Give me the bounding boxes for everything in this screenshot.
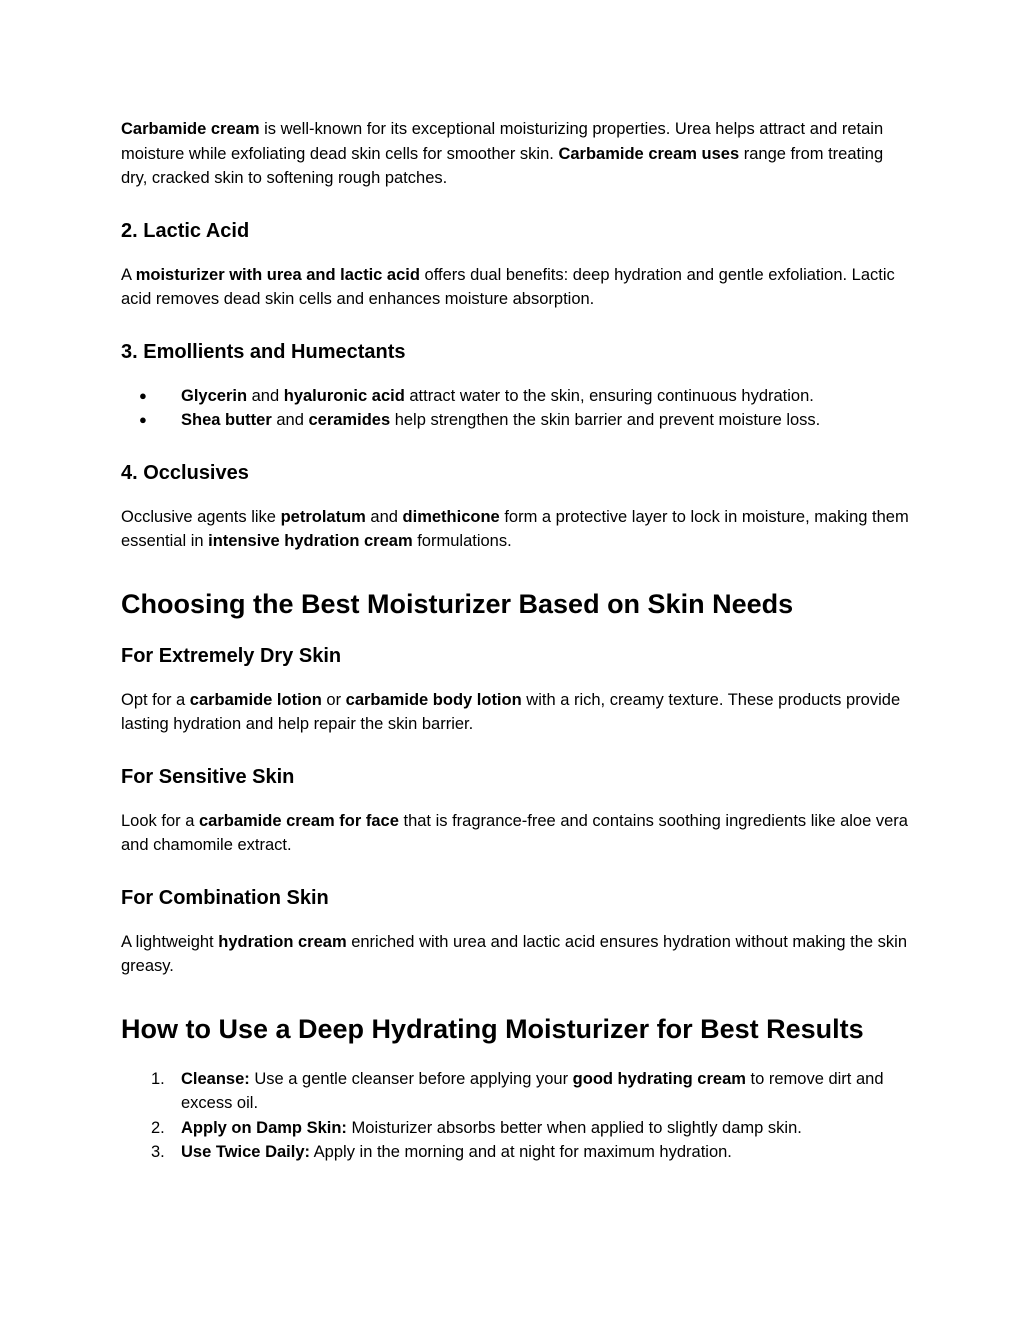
dry-skin-heading: For Extremely Dry Skin (121, 644, 342, 667)
list-item: 1. Cleanse: Use a gentle cleanser before applying your good hydrating cream to remove dirt and excess oil. (151, 1069, 884, 1112)
emollients-list (121, 384, 911, 433)
sensitive-skin-heading: For Sensitive Skin (121, 765, 295, 788)
lactic-acid-heading: 2. Lactic Acid (121, 219, 250, 242)
howto-list (121, 1067, 911, 1165)
choosing-heading: Choosing the Best Moisturizer Based on Skin Needs (121, 588, 794, 619)
occlusives-heading: 4. Occlusives (121, 461, 249, 484)
list-item: 2. Apply on Damp Skin: Moisturizer absorbs better when applied to slightly damp skin. (151, 1118, 802, 1137)
emollients-heading: 3. Emollients and Humectants (121, 340, 406, 363)
occlusives-paragraph: Occlusive agents like petrolatum and dimethicone form a protective layer to lock in moisture, making them essential in intensive hydration cream formulations. (121, 507, 909, 550)
combination-skin-heading: For Combination Skin (121, 886, 329, 909)
bullet-icon: ● (139, 387, 147, 403)
document-page (121, 117, 911, 1165)
carbamide-intro-paragraph: Carbamide cream is well-known for its exceptional moisturizing properties. Urea helps attract and retain moisture while exfoliating dead skin cells for smoother skin. Carbamide cream uses range from treating dry, cracked skin to softening rough patches. (121, 120, 884, 187)
bullet-icon: ● (139, 412, 147, 427)
lactic-acid-paragraph: A moisturizer with urea and lactic acid offers dual benefits: deep hydration and gentle exfoliation. Lactic acid removes dead skin cells and enhances moisture absorption. (121, 265, 895, 308)
howto-heading: How to Use a Deep Hydrating Moisturizer for Best Results (121, 1013, 864, 1044)
list-item: ● Glycerin and hyaluronic acid attract water to the skin, ensuring continuous hydration. (121, 384, 911, 409)
list-item: 3. Use Twice Daily: Apply in the morning and at night for maximum hydration. (151, 1143, 732, 1161)
dry-skin-paragraph: Opt for a carbamide lotion or carbamide body lotion with a rich, creamy texture. These products provide lasting hydration and help repair the skin barrier. (121, 690, 901, 733)
sensitive-skin-paragraph: Look for a carbamide cream for face that is fragrance-free and contains soothing ingredients like aloe vera and chamomile extract. (121, 811, 908, 854)
combination-skin-paragraph: A lightweight hydration cream enriched with urea and lactic acid ensures hydration without making the skin greasy. (121, 932, 907, 975)
list-item: ● Shea butter and ceramides help strengthen the skin barrier and prevent moisture loss. (121, 408, 911, 433)
